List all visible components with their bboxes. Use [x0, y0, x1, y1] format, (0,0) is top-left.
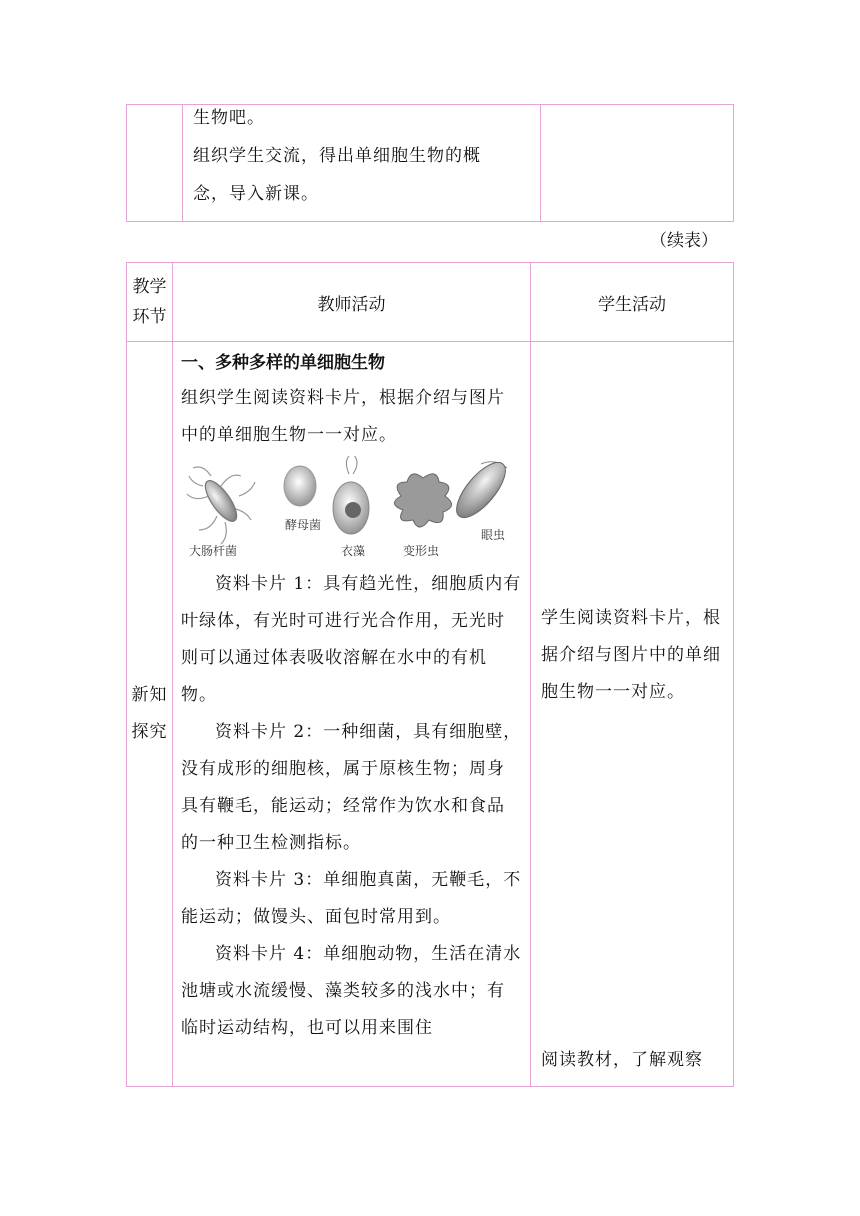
top-teacher-line: 组织学生交流，得出单细胞生物的概 [193, 146, 481, 166]
euglena-drawing [448, 456, 513, 525]
organism-illustration [181, 456, 522, 566]
student-activity-2: 阅读教材，了解观察 [541, 1050, 703, 1070]
amoeba-drawing [394, 474, 451, 527]
section-title: 一、多种多样的单细胞生物 [181, 353, 385, 373]
intro-text: 组织学生阅读资料卡片，根据介绍与图片中的单细胞生物一一对应。 [181, 388, 505, 445]
top-stage-cell [127, 105, 183, 222]
caption-ecoli: 大肠杆菌 [189, 544, 238, 558]
header-stage-line: 环节 [132, 307, 167, 327]
top-teacher-line: 生物吧。 [193, 108, 265, 128]
header-teacher: 教师活动 [173, 263, 531, 342]
stage-line: 探究 [131, 722, 168, 742]
top-student-cell [541, 105, 734, 222]
card-1: 资料卡片 1：具有趋光性，细胞质内有叶绿体，有光时可进行光合作用，无光时则可以通过体表吸收溶解在水中的有机物。 [181, 574, 522, 705]
caption-euglena: 眼虫 [481, 528, 506, 542]
card-4: 资料卡片 4：单细胞动物，生活在清水池塘或水流缓慢、藻类较多的浅水中；有临时运动结构，也可以用来围住 [181, 944, 522, 1038]
stage-cell [127, 342, 173, 1087]
caption-amoeba: 变形虫 [403, 544, 440, 558]
stage-line: 新知 [131, 685, 168, 705]
card-2: 资料卡片 2：一种细菌，具有细胞壁，没有成形的细胞核，属于原核生物；周身具有鞭毛，能运动；经常作为饮水和食品的一种卫生检测指标。 [181, 722, 522, 853]
caption-chlamydomonas: 衣藻 [341, 544, 366, 558]
yeast-drawing [284, 466, 316, 506]
card-3: 资料卡片 3：单细胞真菌，无鞭毛，不能运动；做馒头、面包时常用到。 [181, 870, 522, 927]
header-stage-line: 教学 [132, 277, 167, 297]
header-student: 学生活动 [531, 263, 734, 342]
main-table [126, 262, 734, 1087]
header-stage [127, 263, 173, 342]
top-teacher-cell [183, 105, 541, 222]
top-table [126, 104, 734, 222]
ecoli-drawing [187, 467, 255, 544]
top-teacher-line: 念，导入新课。 [193, 184, 319, 204]
caption-yeast: 酵母菌 [285, 518, 322, 532]
teacher-cell [173, 342, 531, 1087]
student-cell [531, 342, 734, 1087]
chlamydomonas-drawing [333, 456, 369, 534]
continued-label: （续表） [650, 231, 718, 251]
student-activity-1: 学生阅读资料卡片，根据介绍与图片中的单细胞生物一一对应。 [541, 608, 721, 702]
